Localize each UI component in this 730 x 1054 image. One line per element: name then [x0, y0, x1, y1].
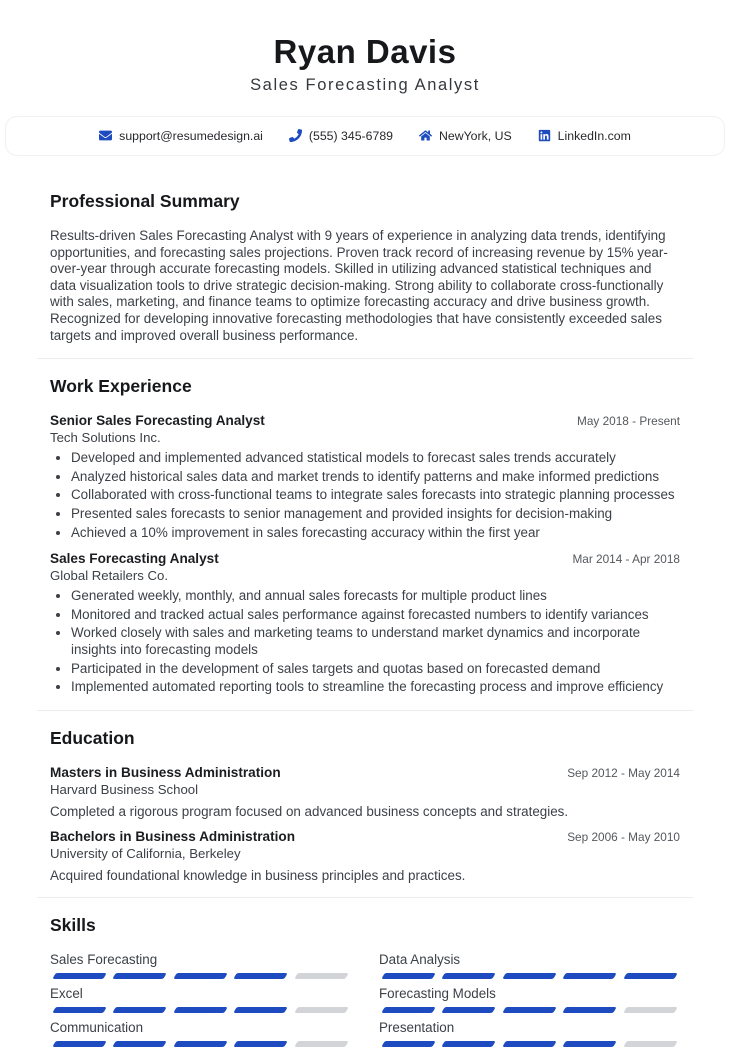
section-skills — [50, 898, 680, 1054]
candidate-title: Sales Forecasting Analyst — [250, 75, 480, 94]
skills-heading: Skills — [50, 914, 96, 935]
skill-segment-empty — [294, 1007, 349, 1013]
skill-segment-filled — [562, 1041, 617, 1047]
contact-linkedin-link[interactable] — [538, 129, 631, 143]
education-entry — [50, 765, 680, 819]
skill-label: Presentation — [379, 1019, 455, 1035]
home-icon — [419, 129, 432, 142]
skill-bar — [50, 973, 351, 979]
summary-text: Results-driven Sales Forecasting Analyst with 9 years of experience in analyzing data trends, identifying opportunities, and forecasting sales projections. Proven track record of increasing revenue by 15% year-over-year through accurate forecasting models. Skilled in utilizing advanced statistical techniques and data visualization tools to drive strategic decision-making. Strong ability to collaborate cross-functionally with sales, marketing, and finance teams to optimize forecasting accuracy and drive business growth. Recognized for developing innovative forecasting methodologies that have consistently exceeded sales targets and improved overall business performance. — [50, 227, 668, 343]
skill-segment-filled — [233, 1041, 288, 1047]
skill-segment-filled — [52, 1007, 107, 1013]
skill-item — [50, 986, 351, 1013]
skill-segment-filled — [381, 973, 436, 979]
contact-location-text: NewYork, US — [439, 128, 512, 143]
degree-school: Harvard Business School — [50, 781, 199, 797]
skill-segment-empty — [623, 1007, 678, 1013]
skill-bar — [379, 1041, 680, 1047]
job-entry-header — [50, 551, 680, 566]
job-bullet: • Generated weekly, monthly, and annual sales forecasts for multiple product lines — [71, 588, 680, 605]
job-bullet: • Developed and implemented advanced statistical models to forecast sales trends accurately — [71, 450, 680, 467]
skill-segment-filled — [233, 973, 288, 979]
job-title: Senior Sales Forecasting Analyst — [50, 413, 265, 429]
job-dates: May 2018 - Present — [577, 414, 680, 429]
email-icon — [99, 129, 112, 142]
skill-segment-filled — [173, 1007, 228, 1013]
skill-segment-filled — [502, 1007, 557, 1013]
job-entry-header — [50, 413, 680, 428]
skill-item — [379, 952, 680, 979]
skill-item — [379, 1020, 680, 1047]
skills-column-right — [379, 952, 680, 1054]
linkedin-icon — [538, 129, 551, 142]
degree-description: Completed a rigorous program focused on advanced business concepts and strategies. — [50, 803, 569, 819]
skill-item — [379, 986, 680, 1013]
skill-segment-filled — [381, 1041, 436, 1047]
skill-segment-filled — [113, 1041, 168, 1047]
skill-label: Excel — [50, 985, 83, 1001]
job-entry — [50, 551, 680, 696]
education-entry-header — [50, 765, 680, 780]
job-bullet: • Analyzed historical sales data and market trends to identify patterns and make informed predictions — [71, 469, 680, 486]
degree-school: University of California, Berkeley — [50, 845, 241, 861]
skill-label: Sales Forecasting — [50, 951, 158, 967]
education-entry-header — [50, 829, 680, 844]
job-bullet: • Implemented automated reporting tools to streamline the forecasting process and improve efficiency — [71, 679, 680, 696]
skill-segment-filled — [113, 1007, 168, 1013]
skill-segment-empty — [294, 1041, 349, 1047]
job-company: Tech Solutions Inc. — [50, 430, 161, 446]
job-company: Global Retailers Co. — [50, 568, 169, 584]
contact-email-link[interactable] — [99, 129, 263, 143]
degree-dates: Sep 2006 - May 2010 — [567, 829, 680, 844]
skill-label: Communication — [50, 1019, 144, 1035]
job-bullet: • Worked closely with sales and marketing teams to understand market dynamics and incorporate insights into forecasting models — [71, 625, 680, 658]
skill-segment-filled — [381, 1007, 436, 1013]
job-bullet-list — [50, 450, 680, 541]
phone-icon — [289, 129, 302, 142]
job-bullet: • Achieved a 10% improvement in sales forecasting accuracy within the first year — [71, 525, 680, 542]
skill-segment-filled — [502, 1041, 557, 1047]
skill-segment-filled — [233, 1007, 288, 1013]
skill-segment-filled — [562, 1007, 617, 1013]
contact-linkedin-text: LinkedIn.com — [557, 128, 631, 143]
job-bullet: • Monitored and tracked actual sales performance against forecasted numbers to identify variances — [71, 607, 680, 624]
job-bullet: • Presented sales forecasts to senior management and provided insights for decision-making — [71, 506, 680, 523]
skill-bar — [50, 1007, 351, 1013]
work-heading: Work Experience — [50, 376, 192, 397]
skill-segment-filled — [113, 973, 168, 979]
skill-segment-empty — [623, 1041, 678, 1047]
skill-segment-empty — [294, 973, 349, 979]
contact-email-text: support@resumedesign.ai — [119, 128, 263, 143]
job-bullet: • Collaborated with cross-functional teams to integrate sales forecasts into strategic planning processes — [71, 487, 680, 504]
job-title: Sales Forecasting Analyst — [50, 551, 219, 567]
summary-heading: Professional Summary — [50, 190, 240, 211]
skill-label: Data Analysis — [379, 951, 461, 967]
skill-segment-filled — [562, 973, 617, 979]
skill-segment-filled — [52, 1041, 107, 1047]
job-bullet-list — [50, 588, 680, 696]
skill-item — [50, 1020, 351, 1047]
candidate-name: Ryan Davis — [273, 33, 457, 70]
skill-segment-filled — [173, 973, 228, 979]
skill-bar — [379, 1007, 680, 1013]
section-work-experience — [50, 359, 680, 696]
skill-bar — [50, 1041, 351, 1047]
skills-grid — [50, 952, 680, 1054]
job-entry — [50, 413, 680, 541]
skill-segment-filled — [52, 973, 107, 979]
skill-segment-filled — [173, 1041, 228, 1047]
skills-column-left — [50, 952, 351, 1054]
degree-title: Masters in Business Administration — [50, 764, 281, 780]
education-entry — [50, 829, 680, 883]
education-heading: Education — [50, 727, 135, 748]
resume-body — [0, 156, 730, 1054]
skill-item — [50, 952, 351, 979]
skill-label: Forecasting Models — [379, 985, 496, 1001]
contact-bar — [5, 116, 725, 156]
skill-bar — [379, 973, 680, 979]
section-professional-summary — [50, 156, 680, 344]
degree-dates: Sep 2012 - May 2014 — [567, 765, 680, 780]
degree-title: Bachelors in Business Administration — [50, 828, 295, 844]
job-dates: Mar 2014 - Apr 2018 — [572, 552, 680, 567]
contact-phone-link[interactable] — [289, 129, 393, 143]
skill-segment-filled — [442, 1007, 497, 1013]
job-bullet: • Participated in the development of sales targets and quotas based on forecasted demand — [71, 661, 680, 678]
resume-header — [0, 0, 730, 95]
skill-segment-filled — [442, 973, 497, 979]
section-education — [50, 711, 680, 883]
contact-phone-text: (555) 345-6789 — [308, 128, 393, 143]
skill-segment-filled — [623, 973, 678, 979]
degree-description: Acquired foundational knowledge in business principles and practices. — [50, 867, 466, 883]
skill-segment-filled — [442, 1041, 497, 1047]
skill-segment-filled — [502, 973, 557, 979]
contact-location-link[interactable] — [419, 129, 512, 143]
